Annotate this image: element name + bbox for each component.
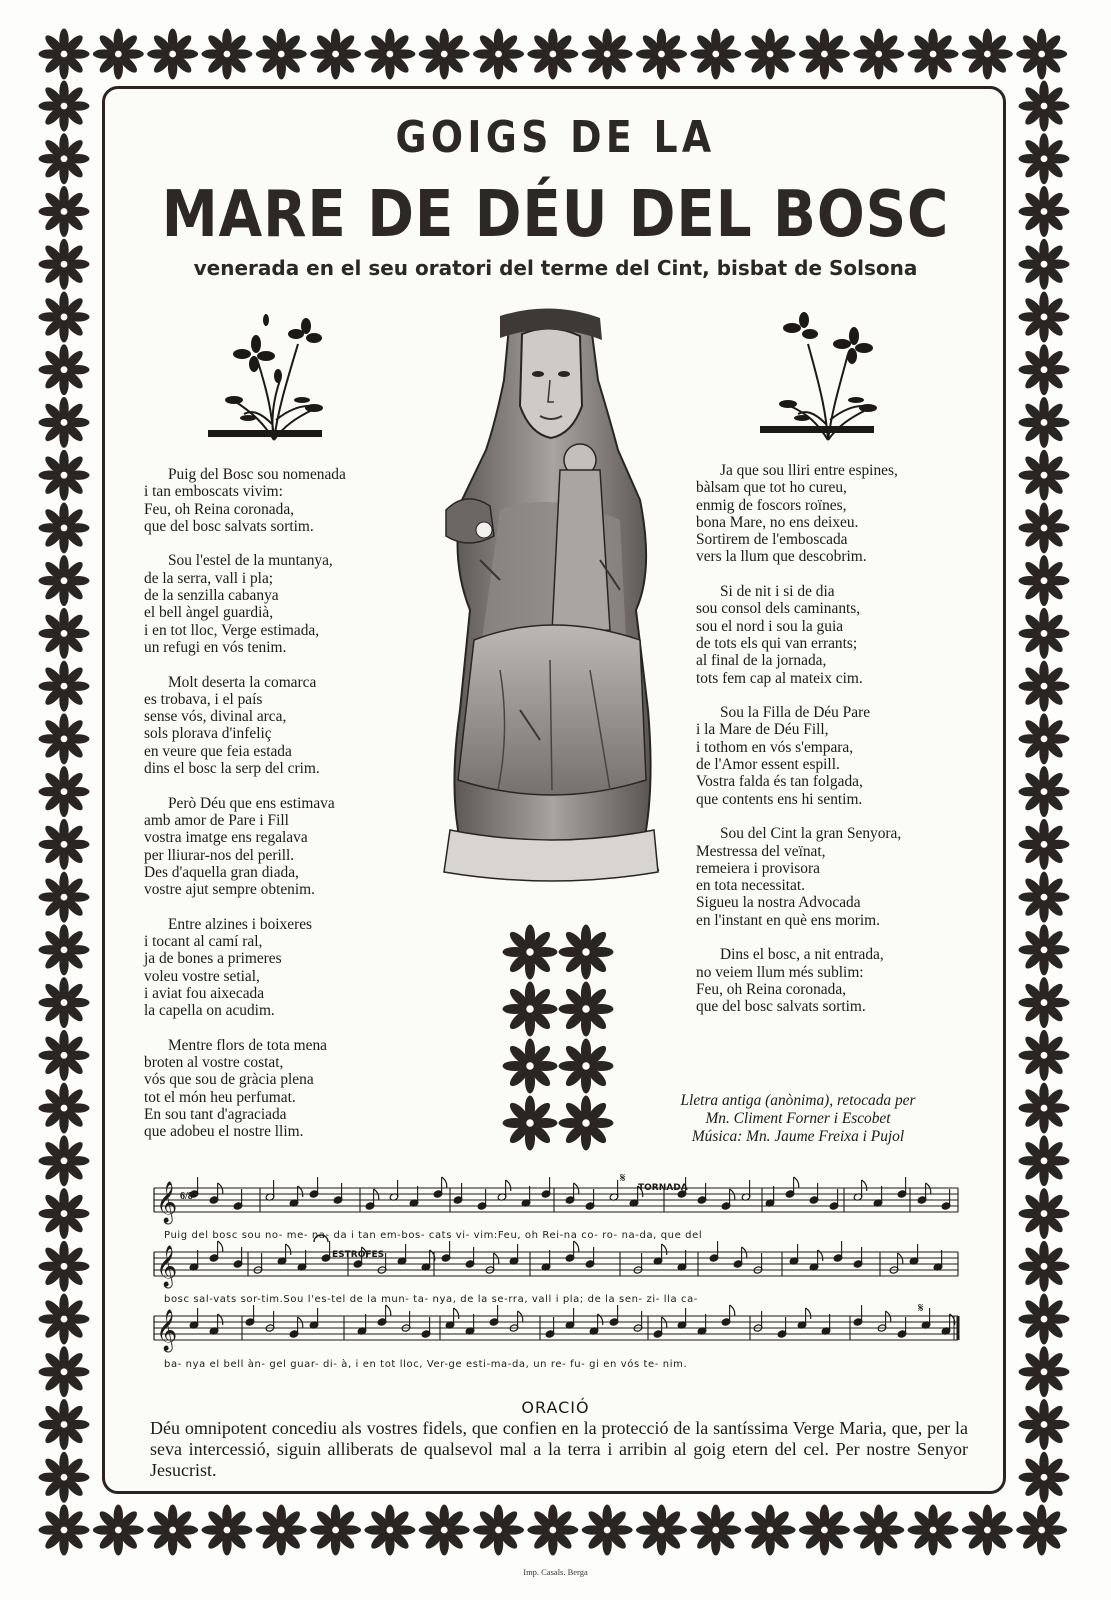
floral-tile [1019, 766, 1070, 817]
floral-tile [39, 397, 90, 448]
credits-lyrics: Lletra antiga (anònima), retocada per [680, 1092, 916, 1109]
floral-tile [39, 661, 90, 712]
stanza [696, 704, 901, 808]
floral-tile [1019, 344, 1070, 395]
floral-tile [527, 1505, 578, 1556]
floral-tile [582, 1505, 633, 1556]
floral-tile [256, 29, 307, 80]
floral-tile [256, 1505, 307, 1556]
floral-tile [1019, 872, 1070, 923]
verse-line: vostra imatge ens regalava [144, 829, 308, 847]
floral-tile [503, 982, 558, 1037]
verse-line: en veure que feia estada [144, 742, 292, 760]
floral-tile [853, 29, 904, 80]
floral-tile [1016, 1505, 1067, 1556]
floral-tile [582, 29, 633, 80]
verse-line: al final de la jornada, [696, 652, 827, 670]
floral-tile [559, 1039, 614, 1094]
floral-tile [39, 766, 90, 817]
lyrics-line-1: Puig del bosc sou no- me- na- da i tan em-bos- cats vi- vim:Feu, oh Rei-na co- ro- na-da, que del [164, 1230, 703, 1241]
verse-line: bàlsam que tot ho cureu, [696, 479, 847, 497]
verse-line: dins el bosc la serp del crim. [144, 760, 320, 778]
verse-line: Molt deserta la comarca [168, 673, 317, 691]
verse-line: Ja que sou lliri entre espines, [720, 462, 898, 479]
verse-line: Feu, oh Reina coronada, [696, 980, 847, 998]
left-stanzas [144, 466, 346, 1158]
verse-line: Vostra falda és tan folgada, [696, 773, 863, 791]
floral-tile [201, 1505, 252, 1556]
floral-tile [636, 29, 687, 80]
stanza [696, 825, 901, 929]
divider-bar-right [760, 426, 874, 433]
verse-line: el bell àngel guardià, [144, 604, 274, 622]
printer-imprint: Imp. Casals. Berga [523, 1567, 588, 1577]
segno-icon: 𝄋 [620, 1170, 626, 1185]
time-signature: 6/8 [180, 1191, 193, 1202]
verse-line: en tota necessitat. [696, 877, 805, 895]
floral-tile [93, 29, 144, 80]
verse-line: vostre ajut sempre obtenim. [144, 881, 315, 899]
verse-line: voleu vostre setial, [144, 967, 260, 985]
verse-line: Dins el bosc, a nit entrada, [720, 946, 884, 964]
verse-line: i tothom en vós s'empara, [696, 738, 854, 756]
floral-tile [1019, 1030, 1070, 1081]
verse-line: i en tot lloc, Verge estimada, [144, 621, 320, 639]
verse-line: sense vós, divinal arca, [144, 708, 287, 726]
credits-music: Música: Mn. Jaume Freixa i Pujol [691, 1128, 905, 1145]
floral-tile [39, 1241, 90, 1292]
verse-line: Mentre flors de tota mena [168, 1036, 327, 1054]
floral-tile [39, 502, 90, 553]
floral-tile [636, 1505, 687, 1556]
floral-tile [799, 1505, 850, 1556]
floral-tile [1019, 977, 1070, 1028]
stanza [144, 916, 346, 1020]
stanza [696, 946, 901, 1015]
floral-tile [503, 925, 558, 980]
floral-tile-column [502, 924, 614, 1152]
tornada-label: TORNADA [638, 1183, 688, 1193]
stanza [696, 583, 901, 687]
verse-line: tot el món heu perfumat. [144, 1088, 296, 1106]
verse-line: Puig del Bosc sou nomenada [168, 466, 346, 483]
floral-tile [559, 982, 614, 1037]
floral-tile [503, 1096, 558, 1151]
verse-line: Però Déu que ens estimava [168, 794, 335, 812]
floral-tile [1019, 1241, 1070, 1292]
floral-tile [201, 29, 252, 80]
verse-line: Si de nit i si de dia [720, 583, 835, 601]
title-line-2: MARE DE DÉU DEL BOSC [161, 178, 950, 252]
floral-tile [1019, 819, 1070, 870]
virgin-statue-image [440, 310, 662, 910]
flower-plant-icon-left [214, 314, 334, 444]
verse-line: Sou del Cint la gran Senyora, [720, 825, 902, 843]
credits-reviser: Mn. Climent Forner i Escobet [705, 1110, 891, 1127]
floral-tile [39, 872, 90, 923]
floral-tile [39, 1452, 90, 1503]
floral-tile [39, 29, 90, 80]
verse-line: bona Mare, no ens deixeu. [696, 513, 859, 531]
verse-line: en l'instant en què ens morim. [696, 911, 881, 929]
verse-line: i aviat fou aixecada [144, 984, 265, 1002]
segno-icon: 𝄋 [918, 1300, 924, 1315]
verse-line: tots fem cap al mateix cim. [696, 669, 863, 687]
floral-tile [1019, 1135, 1070, 1186]
verse-line: que adobeu el nostre llim. [144, 1123, 304, 1141]
stanza [144, 1037, 346, 1141]
floral-tile [962, 1505, 1013, 1556]
floral-tile [364, 1505, 415, 1556]
floral-tile [1019, 291, 1070, 342]
floral-tile [745, 1505, 796, 1556]
floral-tile [1019, 502, 1070, 553]
floral-tile [527, 29, 578, 80]
verse-line: de l'Amor essent espill. [696, 756, 840, 774]
floral-tile [1019, 924, 1070, 975]
floral-tile [310, 29, 361, 80]
verse-line: de la senzilla cabanya [144, 587, 279, 605]
floral-tile [39, 1188, 90, 1239]
floral-tile [1019, 1452, 1070, 1503]
verse-line: broten al vostre costat, [144, 1054, 284, 1072]
title-line-1: GOIGS DE LA [395, 112, 716, 163]
floral-tile [690, 1505, 741, 1556]
floral-tile [147, 29, 198, 80]
verse-line: i tocant al camí ral, [144, 933, 263, 951]
divider-bar-left [208, 430, 322, 437]
flower-plant-icon-right [768, 314, 888, 444]
verse-line: i tan emboscats vivim: [144, 483, 283, 501]
floral-tile [39, 1505, 90, 1556]
stanza [144, 674, 346, 778]
treble-clef-icon: 𝄞 [156, 1310, 178, 1351]
verse-line: enmig de foscors roïnes, [696, 496, 847, 514]
verse-line: per lliurar-nos del perill. [144, 846, 295, 864]
estrofes-label: ESTROFES [332, 1250, 385, 1260]
lyrics-line-2: bosc sal-vats sor-tim.Sou l'es-tel de la mun- ta- nya, de la se-rra, vall i pla; de la sen- zi- lla ca- [164, 1294, 699, 1305]
verse-line: Des d'aquella gran diada, [144, 863, 299, 881]
verse-line: que del bosc salvats sortim. [696, 998, 866, 1016]
verse-line: En sou tant d'agraciada [144, 1105, 287, 1123]
floral-tile [503, 1039, 558, 1094]
verse-line: sols plorava d'infeliç [144, 725, 272, 743]
verse-line: sou el nord i sou la guia [696, 617, 844, 635]
verse-line: Mestressa del veïnat, [696, 842, 826, 860]
verse-line: Sigueu la nostra Advocada [696, 894, 861, 912]
verse-line: Sortirem de l'emboscada [696, 531, 848, 549]
verse-line: un refugi en vós tenim. [144, 638, 287, 656]
floral-tile [1019, 555, 1070, 606]
floral-tile [1019, 1188, 1070, 1239]
treble-clef-icon: 𝄞 [156, 1246, 178, 1287]
floral-tile [1019, 397, 1070, 448]
floral-tile [419, 1505, 470, 1556]
floral-tile [310, 1505, 361, 1556]
verse-line: Feu, oh Reina coronada, [144, 500, 295, 518]
floral-tile [39, 1083, 90, 1134]
credits [628, 1092, 968, 1146]
floral-tile [39, 1135, 90, 1186]
floral-tile [473, 29, 524, 80]
floral-tile [39, 608, 90, 659]
verse-line: sou consol dels caminants, [696, 600, 861, 618]
verse-line: que contents ens hi sentim. [696, 790, 863, 808]
stanza [144, 795, 346, 899]
oracio-title: ORACIÓ [521, 1398, 590, 1417]
floral-tile [93, 1505, 144, 1556]
verse-line: i la Mare de Déu Fill, [696, 721, 829, 739]
floral-tile [39, 555, 90, 606]
floral-tile [39, 713, 90, 764]
floral-tile [1019, 661, 1070, 712]
floral-tile [39, 344, 90, 395]
verse-line: Entre alzines i boixeres [168, 915, 313, 933]
floral-tile [962, 29, 1013, 80]
right-stanzas [696, 462, 901, 1033]
treble-clef-icon: 𝄞 [156, 1182, 178, 1223]
floral-tile [853, 1505, 904, 1556]
verse-line: de la serra, vall i pla; [144, 569, 274, 587]
floral-tile [147, 1505, 198, 1556]
verse-line: no veiem llum més sublim: [696, 963, 864, 981]
floral-tile [364, 29, 415, 80]
floral-tile [1019, 608, 1070, 659]
floral-tile [799, 29, 850, 80]
verse-line: Sou la Filla de Déu Pare [720, 704, 871, 722]
floral-tile [559, 925, 614, 980]
stanza [696, 462, 901, 566]
verse-line: remeiera i provisora [696, 859, 820, 877]
stanza [144, 552, 346, 656]
floral-tile [1019, 450, 1070, 501]
floral-tile [745, 29, 796, 80]
floral-tile [39, 1030, 90, 1081]
floral-tile [39, 291, 90, 342]
verse-line: es trobava, i el país [144, 690, 263, 708]
floral-tile [1019, 1294, 1070, 1345]
floral-tile [908, 1505, 959, 1556]
verse-line: ja de bones a primeres [144, 950, 282, 968]
floral-tile [1016, 29, 1067, 80]
verse-line: Sou l'estel de la muntanya, [168, 552, 333, 570]
floral-tile [39, 450, 90, 501]
stanza [144, 466, 346, 535]
floral-tile [1019, 1083, 1070, 1134]
lyrics-line-3: ba- nya el bell àn- gel guar- di- à, i en tot lloc, Ver-ge esti-ma-da, un re- fu- gi en vós te- nim. [164, 1359, 688, 1370]
floral-tile [419, 29, 470, 80]
floral-tile [39, 1346, 90, 1397]
floral-tile [1019, 713, 1070, 764]
floral-tile [39, 819, 90, 870]
subtitle: venerada en el seu oratori del terme del Cint, bisbat de Solsona [193, 256, 918, 280]
verse-line: vós que sou de gràcia plena [144, 1071, 314, 1089]
verse-line: de tots els qui van errants; [696, 634, 858, 652]
floral-tile [559, 1096, 614, 1151]
verse-line: la capella on acudim. [144, 1002, 275, 1020]
floral-tile [473, 1505, 524, 1556]
verse-line: amb amor de Pare i Fill [144, 811, 289, 829]
floral-tile [908, 29, 959, 80]
verse-line: vers la llum que descobrim. [696, 548, 867, 566]
oracio-text: Déu omnipotent concediu als vostres fidels, que confien en la protecció de la santíssima Verge Maria, que, per la seva intercessió, siguin alliberats de qualsevol mal a la terra i arribin al goig etern del cel. Per nostre Senyor Jesucrist. [150, 1418, 968, 1480]
floral-tile [690, 29, 741, 80]
floral-tile [1019, 1346, 1070, 1397]
verse-line: que del bosc salvats sortim. [144, 517, 314, 535]
floral-tile [39, 924, 90, 975]
floral-tile [39, 1294, 90, 1345]
floral-tile [39, 977, 90, 1028]
